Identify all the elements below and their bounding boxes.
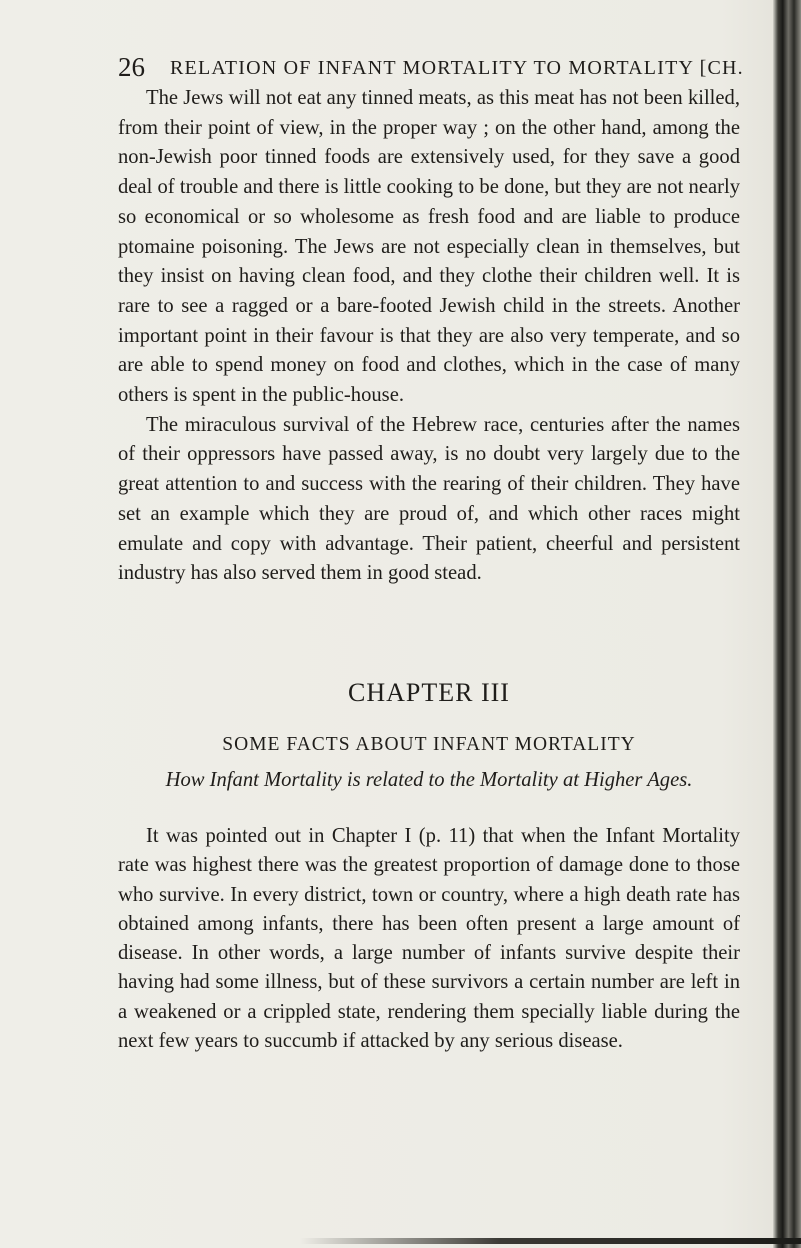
book-gutter-edge bbox=[773, 0, 801, 1248]
section-heading: How Infant Mortality is related to the Mortality at Higher Ages. bbox=[165, 769, 693, 791]
chapter-body-text bbox=[118, 822, 740, 1056]
paragraph-infant-mortality: It was pointed out in Chapter I (p. 11) that when the Infant Mortality rate was highest there was the greatest proportion of damage done to those who survive. In every district, town or country, where a high death rate has obtained among infants, there has been often present a large amount of disease. In other words, a large number of infants survive despite their having had some illness, but of these survivors a certain number are left in a weakened or a crippled state, rendering them specially liable during the next few years to succumb if attacked by any serious disease. bbox=[118, 825, 740, 1053]
body-text bbox=[118, 84, 740, 589]
paragraph-jewish-food: The Jews will not eat any tinned meats, as this meat has not been killed, from their point of view, in the proper way ; on the other hand, among the non-Jewish poor tinned foods are extensively used, for they save a good deal of trouble and there is little cooking to be done, but they are not nearly so economical or so wholesome as fresh food and are liable to produce ptomaine poisoning. The Jews are not especially clean in themselves, but they insist on having clean food, and they clothe their children well. It is rare to see a ragged or a bare-footed Jewish child in the streets. Another important point in their favour is that they are also very temperate, and so are able to spend money on food and clothes, which in the case of many others is spent in the public-house. bbox=[118, 87, 740, 407]
page-number: 26 bbox=[118, 52, 145, 82]
paragraph-hebrew-survival: The miraculous survival of the Hebrew race, centuries after the names of their oppressors have passed away, is no doubt very largely due to the great attention to and success with the rearing of their children. They have set an example which they are proud of, and which other races might emulate and copy with advantage. Their patient, cheerful and persistent industry has also served them in good stead. bbox=[118, 413, 740, 585]
page-bottom-edge bbox=[300, 1238, 801, 1244]
page-header bbox=[118, 52, 744, 84]
running-head: RELATION OF INFANT MORTALITY TO MORTALITY [CH. bbox=[170, 57, 744, 79]
chapter-title: CHAPTER III bbox=[348, 678, 510, 707]
chapter-subtitle: SOME FACTS ABOUT INFANT MORTALITY bbox=[222, 734, 636, 755]
